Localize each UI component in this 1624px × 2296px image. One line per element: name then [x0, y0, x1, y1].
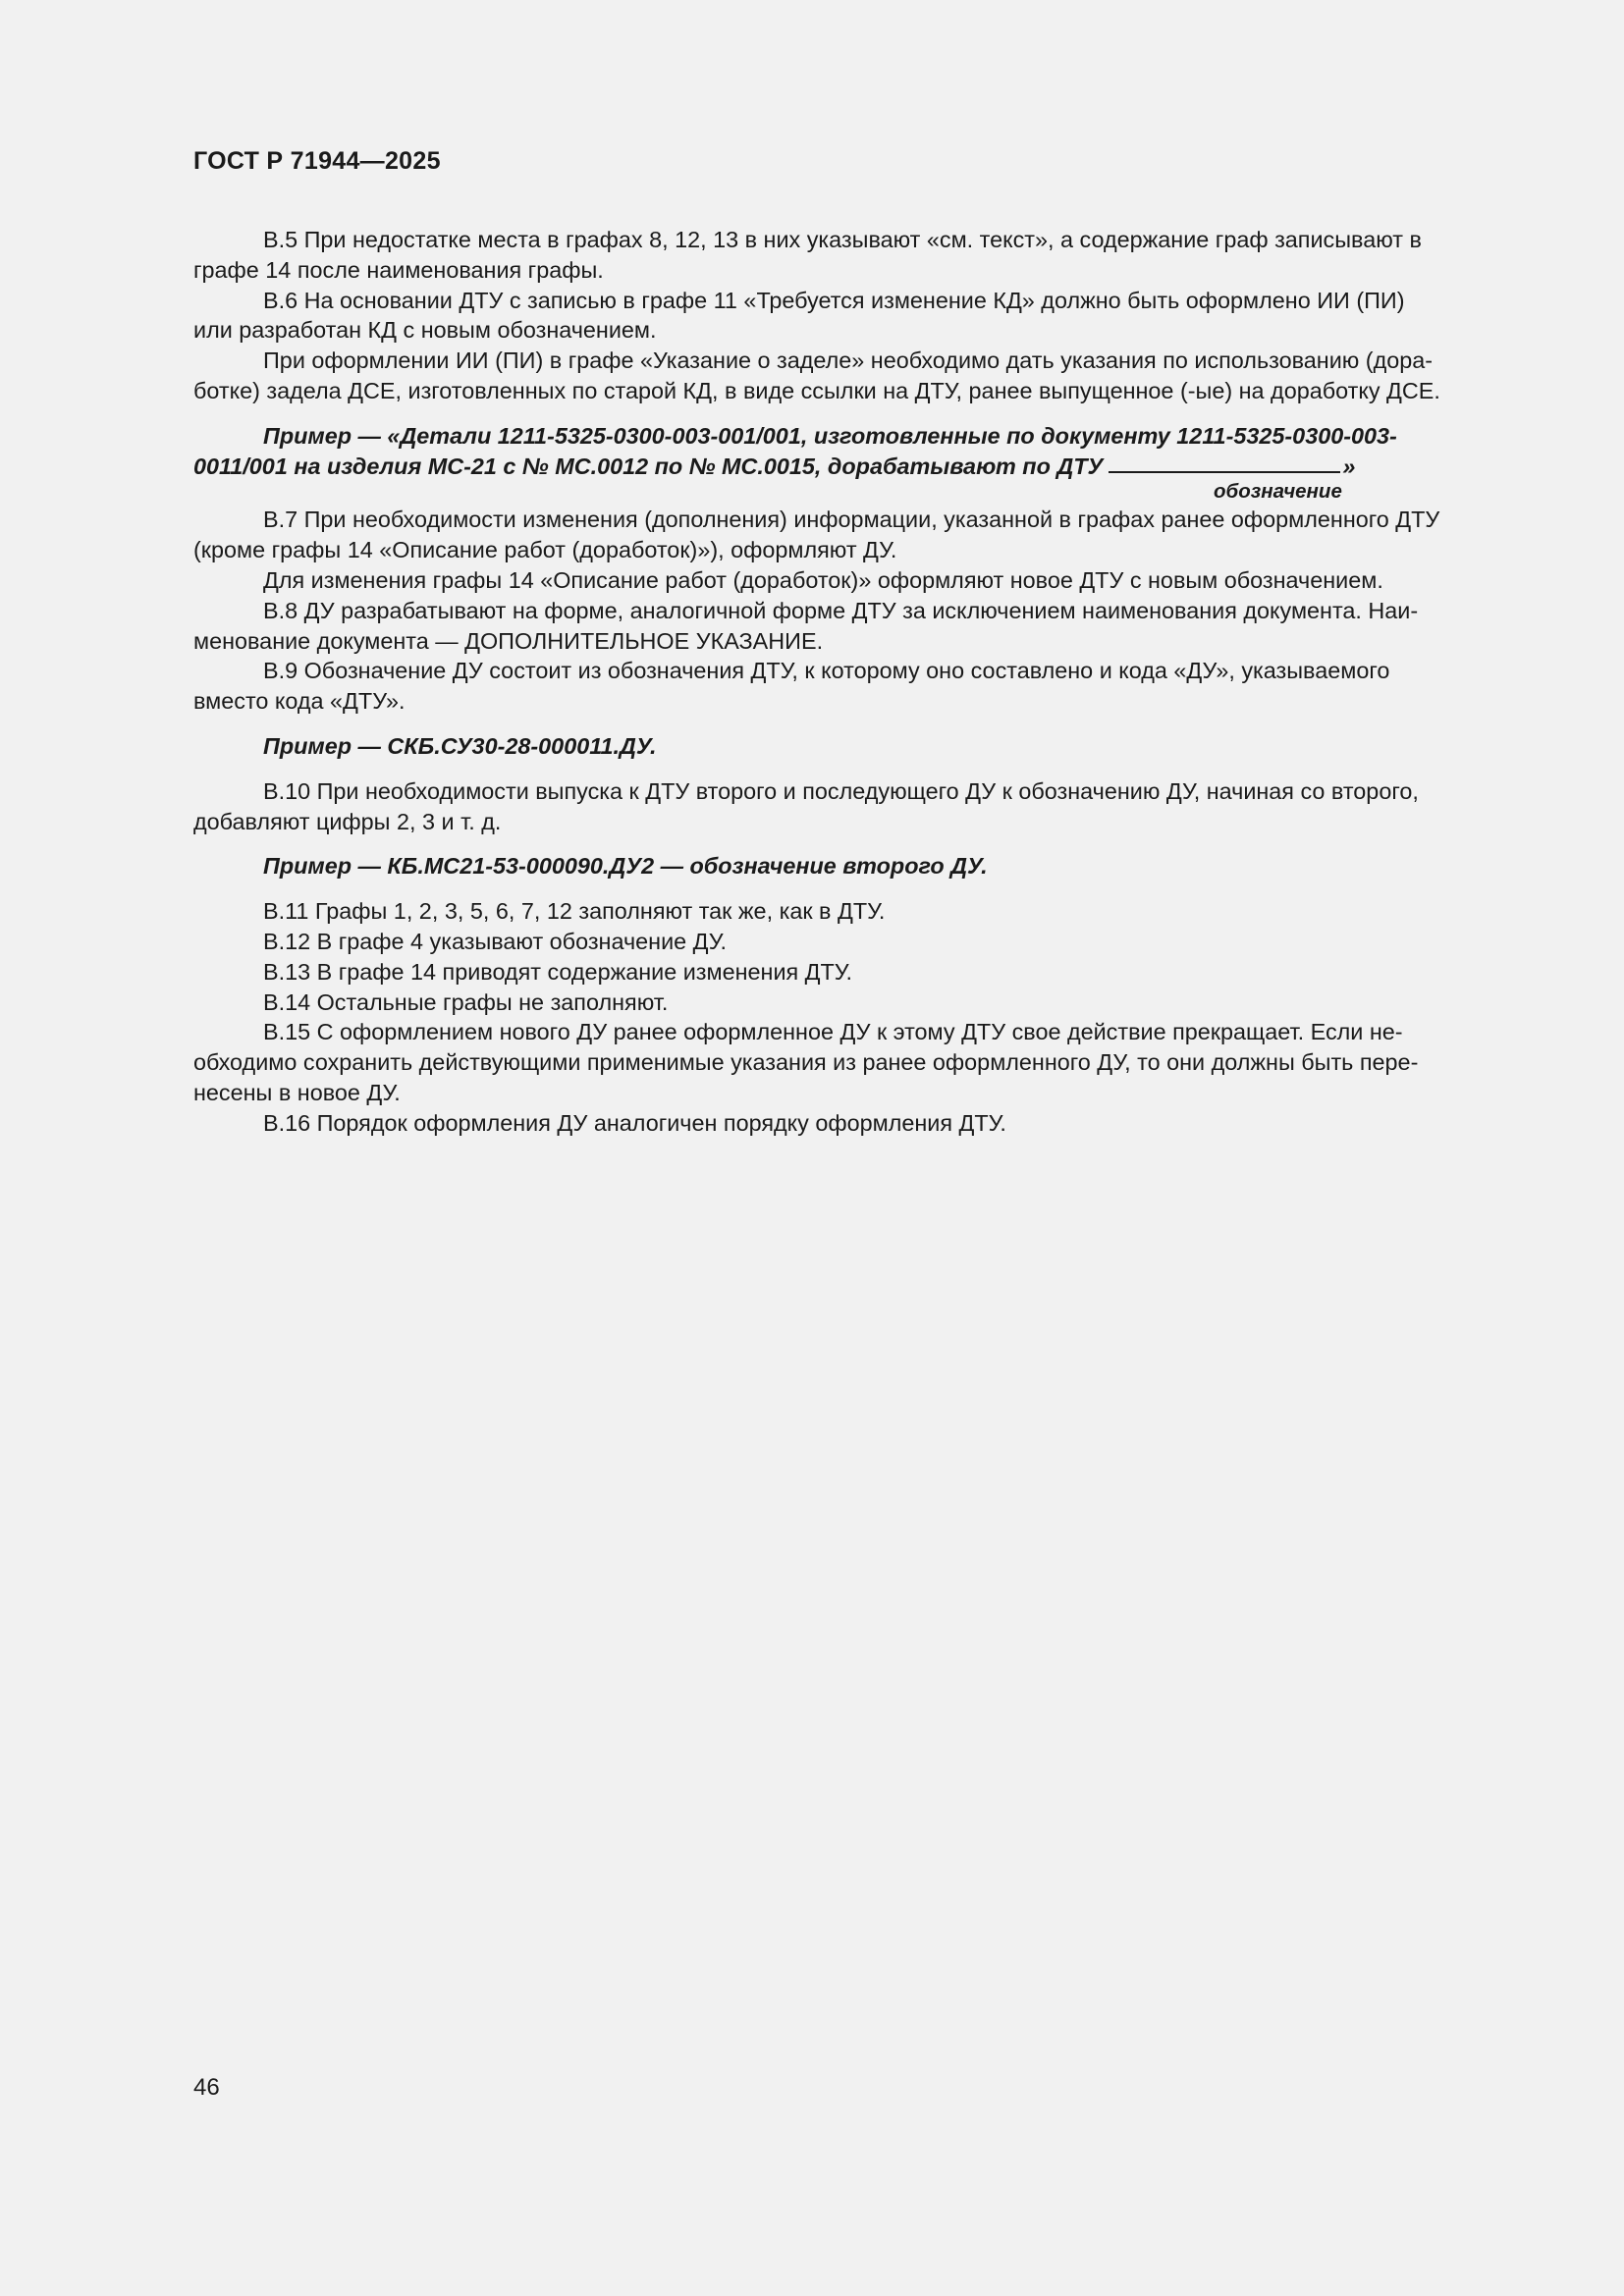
- paragraph-zadel-line2: ботке) задела ДСЕ, изготовленных по старой КД, в виде ссылки на ДТУ, ранее выпущенное (-ые) на доработку ДСЕ.: [193, 377, 1440, 403]
- paragraph-b5-line1: В.5 При недостатке места в графах 8, 12, 13 в них указывают «см. текст», а содержание граф записывают в: [263, 227, 1422, 252]
- paragraph-b10-line1: В.10 При необходимости выпуска к ДТУ второго и последующего ДУ к обозначению ДУ, начиная со второго,: [263, 777, 1419, 804]
- paragraph-b14: В.14 Остальные графы не заполняют.: [263, 988, 669, 1015]
- paragraph-b7-line1: В.7 При необходимости изменения (дополнения) информации, указанной в графах ранее оформленного ДТУ: [263, 507, 1440, 533]
- document-header: ГОСТ Р 71944—2025: [193, 147, 441, 175]
- paragraph-b15-line1: В.15 С оформлением нового ДУ ранее оформленное ДУ к этому ДТУ свое действие прекращает. Если не-: [263, 1019, 1403, 1045]
- paragraph-b11: В.11 Графы 1, 2, 3, 5, 6, 7, 12 заполняют так же, как в ДТУ.: [263, 898, 886, 925]
- example-3: Пример — КБ.МС21-53-000090.ДУ2 — обозначение второго ДУ.: [263, 853, 988, 880]
- paragraph-b12: В.12 В графе 4 указывают обозначение ДУ.: [263, 928, 727, 954]
- paragraph-zadel-line1: При оформлении ИИ (ПИ) в графе «Указание о заделе» необходимо дать указания по использованию (дора-: [263, 347, 1434, 374]
- example-1-closing-quote: »: [1342, 453, 1356, 479]
- paragraph-b15-line3: несены в новое ДУ.: [193, 1079, 401, 1105]
- example-2: Пример — СКБ.СУ30-28-000011.ДУ.: [263, 732, 657, 759]
- paragraph-b10-line2: добавляют цифры 2, 3 и т. д.: [193, 808, 502, 834]
- paragraph-b8-line2: менование документа — ДОПОЛНИТЕЛЬНОЕ УКАЗАНИЕ.: [193, 627, 824, 654]
- paragraph-b5-line2: графе 14 после наименования графы.: [193, 256, 604, 283]
- paragraph-b7b: Для изменения графы 14 «Описание работ (доработок)» оформляют новое ДТУ с новым обозначением.: [263, 566, 1383, 593]
- designation-caption: обозначение: [1214, 480, 1342, 504]
- paragraph-b15-line2: обходимо сохранить действующими применимые указания из ранее оформленного ДУ, то они должны быть пере-: [193, 1049, 1419, 1076]
- paragraph-b7-line2: (кроме графы 14 «Описание работ (доработок)»), оформляют ДУ.: [193, 537, 897, 563]
- example-1-line2: [193, 452, 1508, 482]
- document-body: [193, 225, 1508, 1139]
- paragraph-b9-line2: вместо кода «ДТУ».: [193, 688, 406, 715]
- paragraph-b16: В.16 Порядок оформления ДУ аналогичен порядку оформления ДТУ.: [263, 1109, 1006, 1136]
- paragraph-b6-line1: В.6 На основании ДТУ с записью в графе 11 «Требуется изменение КД» должно быть оформлено ИИ (ПИ): [263, 287, 1405, 313]
- example-1-line1: Пример — «Детали 1211-5325-0300-003-001/001, изготовленные по документу 1211-5325-0300-003-: [263, 422, 1397, 449]
- paragraph-b6-line2: или разработан КД с новым обозначением.: [193, 317, 657, 344]
- example-1-line2-text: 0011/001 на изделия МС-21 с № МС.0012 по № МС.0015, дорабатывают по ДТУ: [193, 453, 1104, 479]
- page-number: 46: [193, 2074, 220, 2101]
- designation-blank-line: [1109, 470, 1340, 473]
- paragraph-b13: В.13 В графе 14 приводят содержание изменения ДТУ.: [263, 958, 853, 985]
- paragraph-b9-line1: В.9 Обозначение ДУ состоит из обозначения ДТУ, к которому оно составлено и кода «ДУ», указываемого: [263, 658, 1390, 684]
- paragraph-b8-line1: В.8 ДУ разрабатывают на форме, аналогичной форме ДТУ за исключением наименования документа. Наи-: [263, 597, 1419, 623]
